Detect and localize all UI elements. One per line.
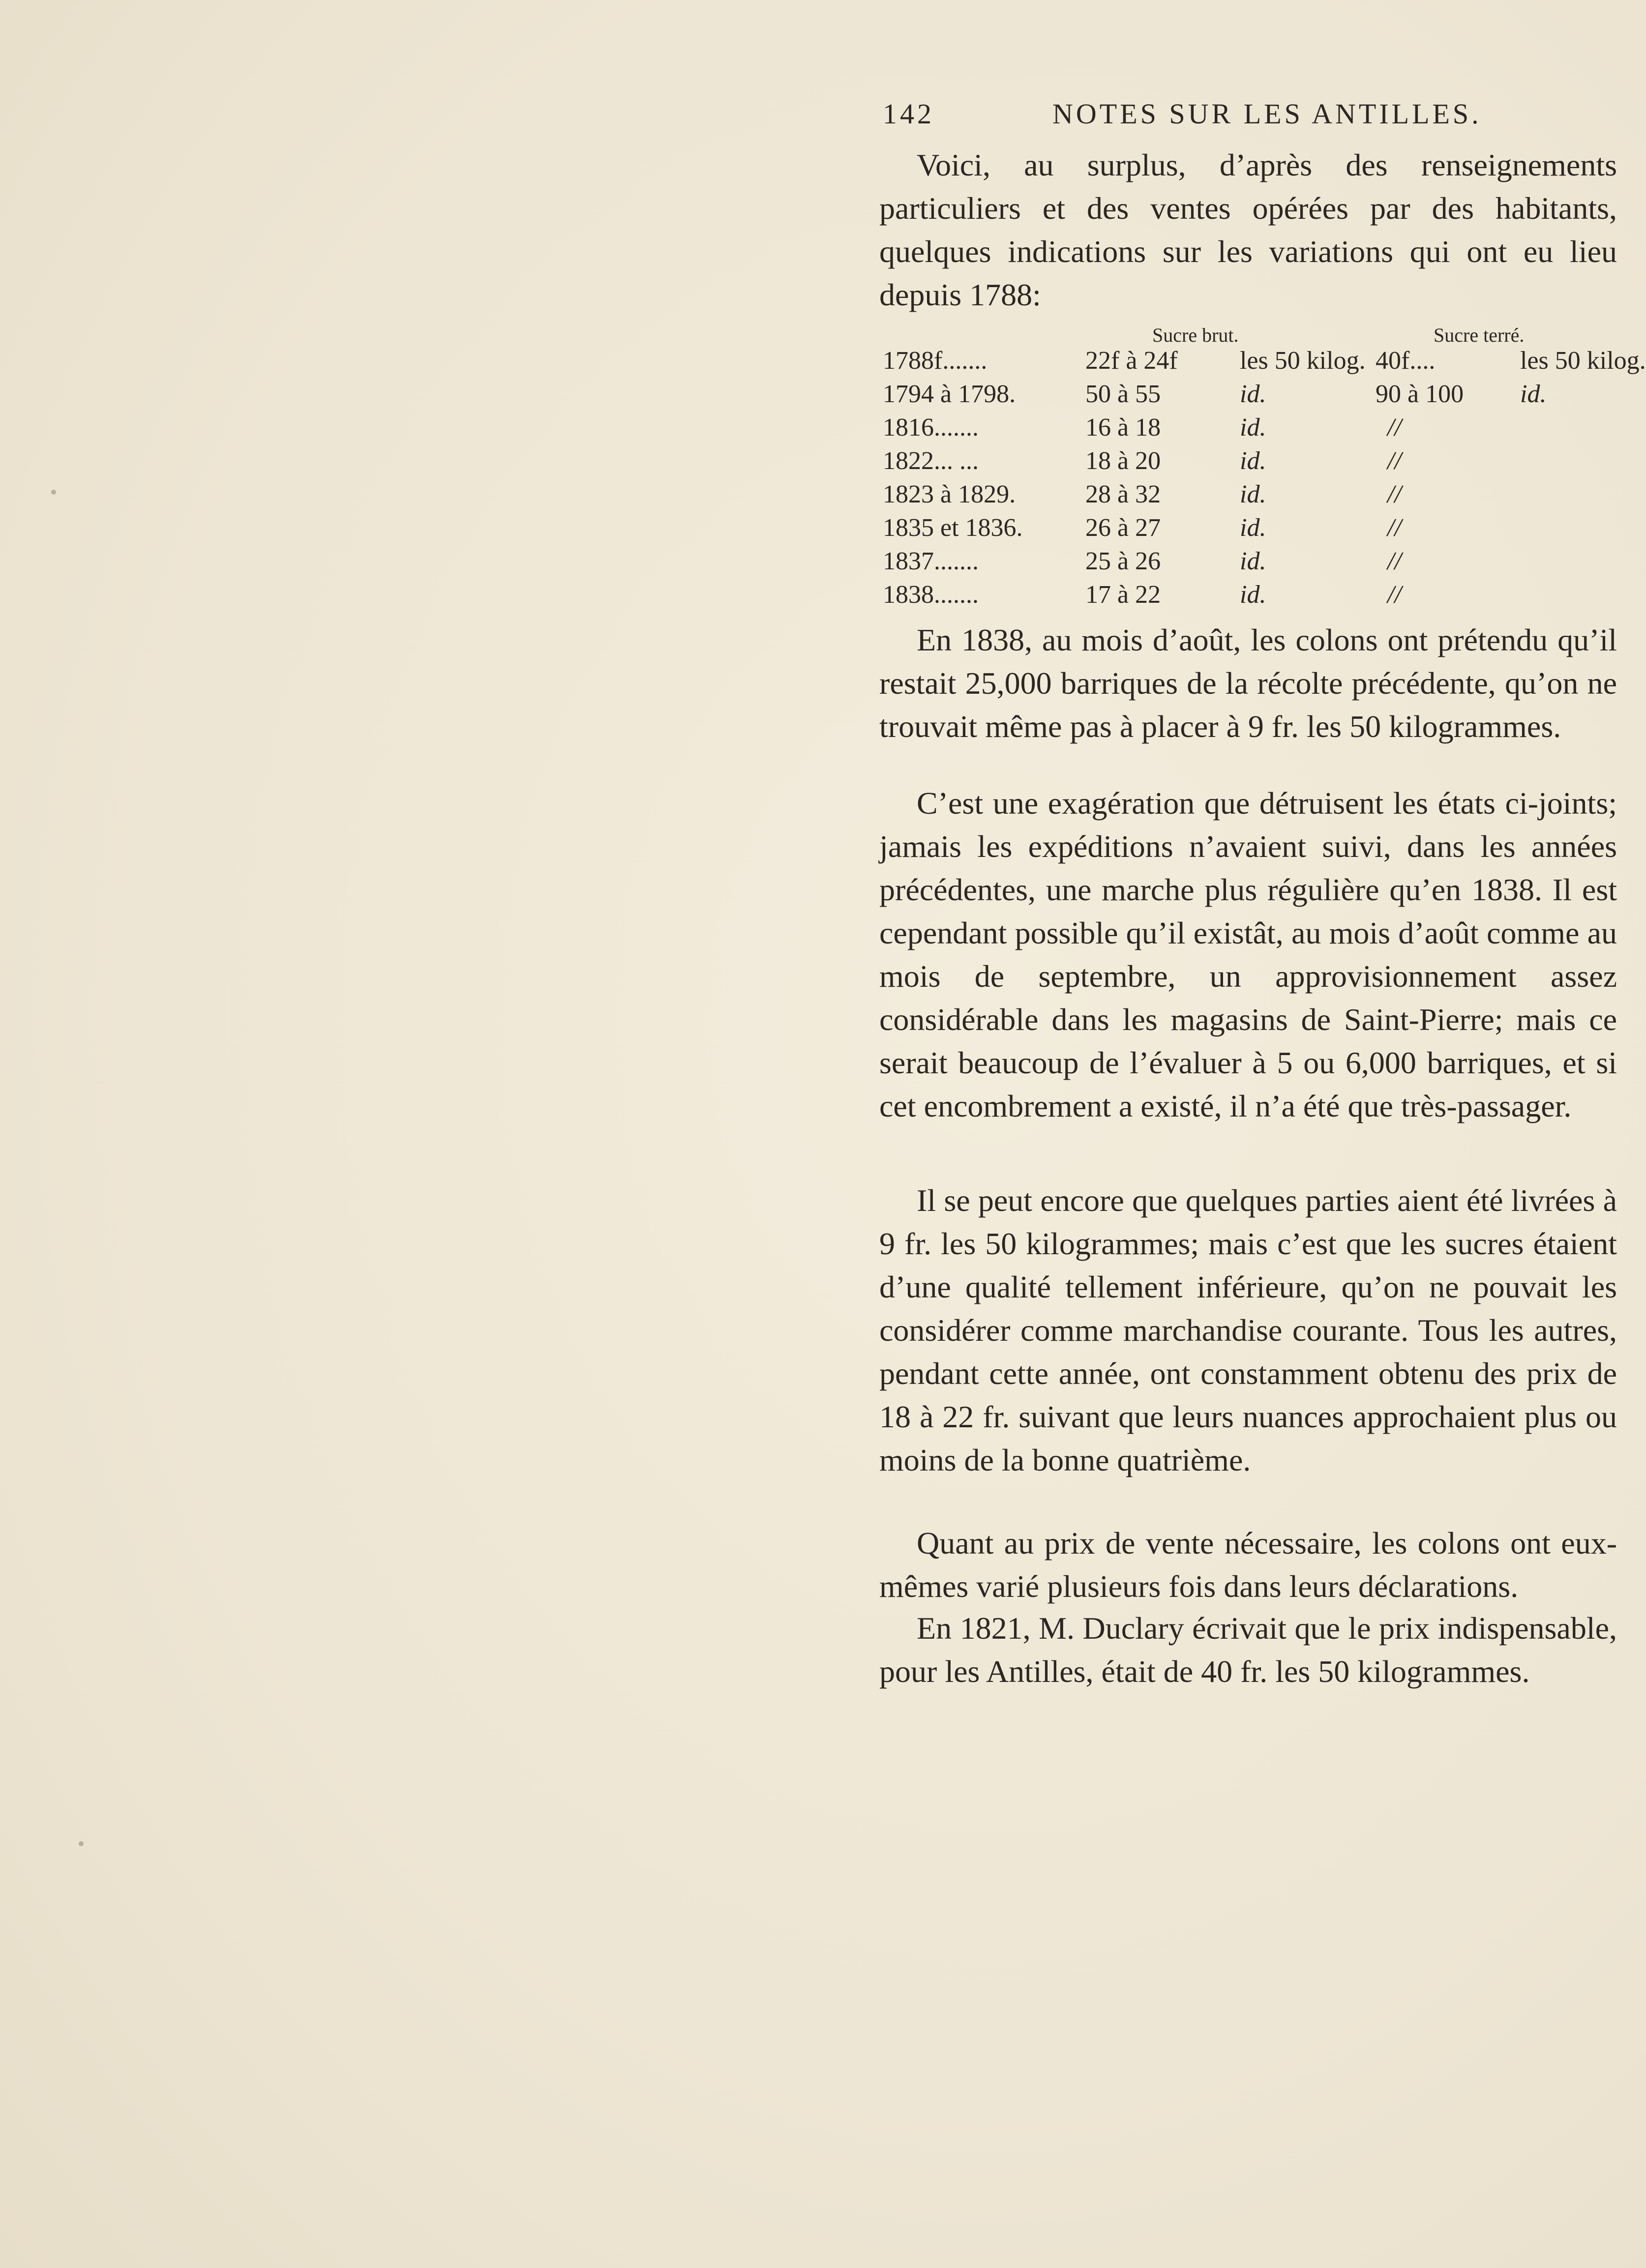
running-title: NOTES SUR LES ANTILLES.: [1052, 98, 1482, 130]
row-brut-price: 28 à 32: [1085, 480, 1161, 508]
row-year: 1822... ...: [883, 447, 979, 475]
row-brut-unit: id.: [1240, 514, 1266, 542]
table-row: [883, 547, 1620, 579]
row-year: 1816.......: [883, 413, 979, 442]
paragraph-inferior-quality: Il se peut encore que quelques parties aient été livrées à 9 fr. les 50 kilogrammes; mais c’est que les sucres étaient d’une qualité tellement inférieure, qu’on ne pouvait les considérer comme marchandise courante. Tous les autres, pendant cette année, ont constamment obtenu des prix de 18 à 22 fr. suivant que leurs nuances approchaient plus ou moins de la bonne quatrième.: [879, 1183, 1617, 1477]
row-brut-unit: id.: [1240, 547, 1266, 575]
row-terre-price: //: [1387, 514, 1402, 542]
table-row: [883, 480, 1620, 512]
sugar-price-table: [883, 324, 1646, 609]
table-row: [883, 380, 1620, 412]
row-year: 1837.......: [883, 547, 979, 575]
row-brut-price: 17 à 22: [1085, 581, 1161, 609]
paragraph-1838-claim: En 1838, au mois d’août, les colons ont prétendu qu’il restait 25,000 barriques de la récolte précédente, qu’on ne trouvait même pas à placer à 9 fr. les 50 kilogrammes.: [879, 622, 1617, 744]
row-year: 1823 à 1829.: [883, 480, 1016, 508]
row-brut-unit: id.: [1240, 581, 1266, 609]
row-brut-unit: id.: [1240, 413, 1266, 442]
paper-speck: [51, 490, 56, 495]
row-brut-price: 22f à 24f: [1085, 347, 1178, 375]
row-terre-price: //: [1387, 547, 1402, 575]
paragraph-sale-price: Quant au prix de vente nécessaire, les colons ont eux-mêmes varié plusieurs fois dans leurs déclarations.: [879, 1526, 1617, 1604]
row-terre-price: //: [1387, 413, 1402, 442]
paragraph-intro: Voici, au surplus, d’après des renseignements particuliers et des ventes opérées par des habitants, quelques indications sur les variations qui ont eu lieu depuis 1788:: [879, 147, 1617, 312]
row-terre-unit: id.: [1520, 380, 1547, 408]
row-brut-unit: id.: [1240, 380, 1266, 408]
running-header: [883, 97, 1620, 137]
table-row: [883, 513, 1620, 546]
row-brut-price: 26 à 27: [1085, 514, 1161, 542]
paragraph-exaggeration: C’est une exagération que détruisent les états ci-joints; jamais les expéditions n’avaient suivi, dans les années précédentes, une marche plus régulière qu’en 1838. Il est cependant possible qu’il existât, au mois d’août comme au mois de septembre, un approvisionnement assez considérable dans les magasins de Saint-Pierre; mais ce serait beaucoup de l’évaluer à 5 ou 6,000 barriques, et si cet encombrement a existé, il n’a été que très-passager.: [879, 786, 1617, 1123]
row-brut-price: 25 à 26: [1085, 547, 1161, 575]
column-header-sucre-terre: Sucre terré.: [1434, 324, 1525, 346]
row-terre-price: 90 à 100: [1376, 380, 1464, 408]
paragraph-duclary: En 1821, M. Duclary écrivait que le prix indispensable, pour les Antilles, était de 40 fr. les 50 kilogrammes.: [879, 1611, 1617, 1689]
table-row: [883, 580, 1620, 613]
table-row: [883, 346, 1646, 379]
row-year: 1835 et 1836.: [883, 514, 1023, 542]
row-brut-price: 18 à 20: [1085, 447, 1161, 475]
column-header-sucre-brut: Sucre brut.: [1152, 324, 1239, 346]
table-row: [883, 446, 1620, 479]
row-brut-unit: les 50 kilog.: [1240, 347, 1366, 375]
row-brut-price: 50 à 55: [1085, 380, 1161, 408]
row-terre-price: //: [1387, 581, 1402, 609]
row-brut-unit: id.: [1240, 447, 1266, 475]
row-brut-unit: id.: [1240, 480, 1266, 508]
table-row: [883, 413, 1620, 445]
row-year: 1838.......: [883, 581, 979, 609]
row-terre-price: //: [1387, 480, 1402, 508]
row-terre-unit: les 50 kilog.: [1520, 347, 1646, 375]
row-brut-price: 16 à 18: [1085, 413, 1161, 442]
row-year: 1788f.......: [883, 347, 988, 375]
page-number: 142: [883, 98, 934, 130]
paper-speck: [79, 1841, 84, 1846]
row-year: 1794 à 1798.: [883, 380, 1016, 408]
row-terre-price: //: [1387, 447, 1402, 475]
row-terre-price: 40f....: [1376, 347, 1436, 375]
